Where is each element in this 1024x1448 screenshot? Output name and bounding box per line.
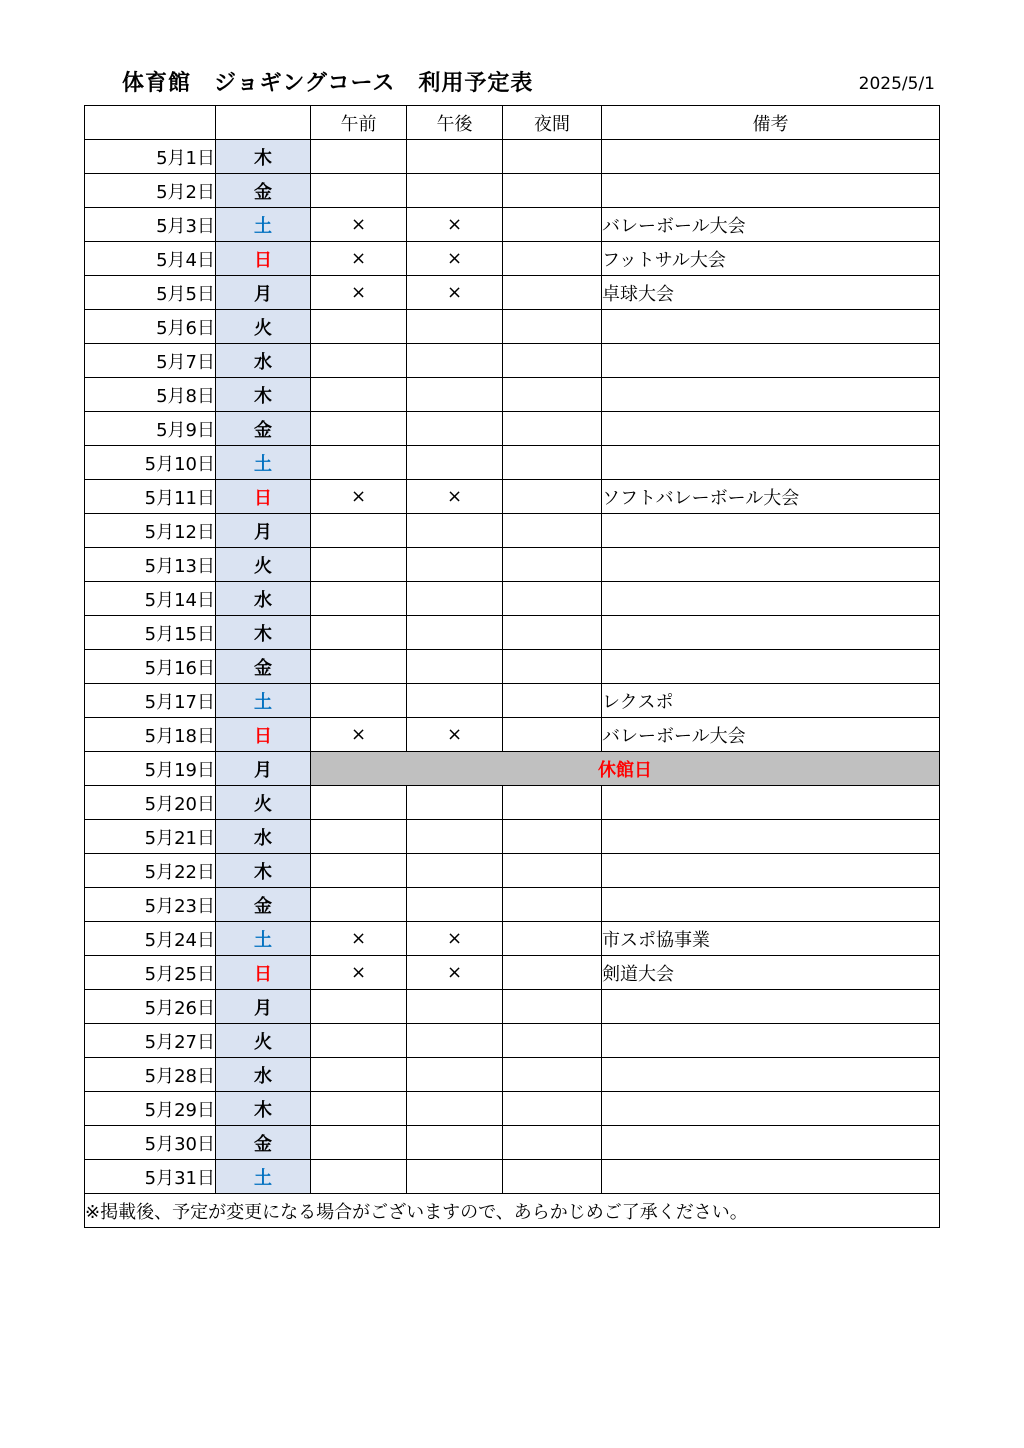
afternoon-cell — [407, 820, 503, 854]
afternoon-cell — [407, 548, 503, 582]
table-row — [85, 752, 940, 786]
night-cell — [503, 990, 602, 1024]
table-row — [85, 1058, 940, 1092]
night-cell — [503, 548, 602, 582]
weekday-cell: 火 — [216, 548, 311, 582]
morning-cell — [311, 310, 407, 344]
weekday-cell: 火 — [216, 786, 311, 820]
weekday-cell: 土 — [216, 922, 311, 956]
morning-cell — [311, 650, 407, 684]
table-row — [85, 310, 940, 344]
date-cell: 5月3日 — [85, 208, 216, 242]
footer-row — [85, 1194, 940, 1228]
weekday-cell: 木 — [216, 378, 311, 412]
morning-cell — [311, 1160, 407, 1194]
night-cell — [503, 616, 602, 650]
remarks-cell — [602, 786, 940, 820]
weekday-cell: 日 — [216, 242, 311, 276]
date-cell: 5月18日 — [85, 718, 216, 752]
night-cell — [503, 276, 602, 310]
weekday-cell: 土 — [216, 1160, 311, 1194]
weekday-cell: 日 — [216, 480, 311, 514]
night-cell — [503, 242, 602, 276]
morning-cell: × — [311, 480, 407, 514]
remarks-cell — [602, 1160, 940, 1194]
remarks-cell — [602, 582, 940, 616]
morning-cell — [311, 854, 407, 888]
afternoon-cell — [407, 990, 503, 1024]
table-row — [85, 174, 940, 208]
weekday-cell: 土 — [216, 208, 311, 242]
date-cell: 5月16日 — [85, 650, 216, 684]
remarks-cell — [602, 820, 940, 854]
table-row — [85, 616, 940, 650]
remarks-cell — [602, 888, 940, 922]
table-row — [85, 956, 940, 990]
weekday-cell: 金 — [216, 650, 311, 684]
night-cell — [503, 786, 602, 820]
morning-cell — [311, 412, 407, 446]
date-cell: 5月1日 — [85, 140, 216, 174]
morning-cell: × — [311, 922, 407, 956]
morning-cell — [311, 888, 407, 922]
remarks-cell — [602, 412, 940, 446]
header-remarks: 備考 — [602, 106, 940, 140]
weekday-cell: 土 — [216, 446, 311, 480]
date-cell: 5月7日 — [85, 344, 216, 378]
afternoon-cell — [407, 1160, 503, 1194]
table-row — [85, 922, 940, 956]
issue-date: 2025/5/1 — [858, 74, 935, 94]
night-cell — [503, 956, 602, 990]
morning-cell — [311, 446, 407, 480]
afternoon-cell — [407, 582, 503, 616]
weekday-cell: 金 — [216, 1126, 311, 1160]
remarks-cell: バレーボール大会 — [602, 208, 940, 242]
remarks-cell — [602, 616, 940, 650]
afternoon-cell — [407, 854, 503, 888]
remarks-cell — [602, 650, 940, 684]
morning-cell — [311, 1058, 407, 1092]
header-night: 夜間 — [503, 106, 602, 140]
afternoon-cell — [407, 786, 503, 820]
morning-cell — [311, 786, 407, 820]
morning-cell — [311, 1126, 407, 1160]
date-cell: 5月24日 — [85, 922, 216, 956]
night-cell — [503, 174, 602, 208]
afternoon-cell — [407, 446, 503, 480]
night-cell — [503, 446, 602, 480]
table-row — [85, 1160, 940, 1194]
date-cell: 5月23日 — [85, 888, 216, 922]
night-cell — [503, 140, 602, 174]
table-row — [85, 548, 940, 582]
header-date — [85, 106, 216, 140]
date-cell: 5月10日 — [85, 446, 216, 480]
afternoon-cell — [407, 310, 503, 344]
weekday-cell: 水 — [216, 820, 311, 854]
morning-cell: × — [311, 718, 407, 752]
date-cell: 5月5日 — [85, 276, 216, 310]
table-row — [85, 718, 940, 752]
morning-cell — [311, 582, 407, 616]
date-cell: 5月21日 — [85, 820, 216, 854]
date-cell: 5月22日 — [85, 854, 216, 888]
remarks-cell — [602, 1126, 940, 1160]
closed-day-cell: 休館日 — [311, 752, 940, 786]
table-row — [85, 242, 940, 276]
table-row — [85, 786, 940, 820]
afternoon-cell — [407, 888, 503, 922]
night-cell — [503, 650, 602, 684]
afternoon-cell — [407, 650, 503, 684]
afternoon-cell — [407, 174, 503, 208]
afternoon-cell — [407, 378, 503, 412]
page-title: 体育館 ジョギングコース 利用予定表 — [122, 71, 534, 96]
night-cell — [503, 412, 602, 446]
weekday-cell: 金 — [216, 888, 311, 922]
remarks-cell: フットサル大会 — [602, 242, 940, 276]
night-cell — [503, 718, 602, 752]
date-cell: 5月2日 — [85, 174, 216, 208]
remarks-cell — [602, 378, 940, 412]
night-cell — [503, 1160, 602, 1194]
remarks-cell: バレーボール大会 — [602, 718, 940, 752]
morning-cell — [311, 1092, 407, 1126]
weekday-cell: 火 — [216, 1024, 311, 1058]
remarks-cell: レクスポ — [602, 684, 940, 718]
table-row — [85, 684, 940, 718]
afternoon-cell: × — [407, 922, 503, 956]
date-cell: 5月28日 — [85, 1058, 216, 1092]
weekday-cell: 金 — [216, 174, 311, 208]
weekday-cell: 水 — [216, 344, 311, 378]
morning-cell — [311, 514, 407, 548]
weekday-cell: 金 — [216, 412, 311, 446]
afternoon-cell: × — [407, 480, 503, 514]
weekday-cell: 木 — [216, 1092, 311, 1126]
weekday-cell: 水 — [216, 1058, 311, 1092]
table-row — [85, 582, 940, 616]
weekday-cell: 月 — [216, 276, 311, 310]
afternoon-cell — [407, 140, 503, 174]
table-row — [85, 412, 940, 446]
afternoon-cell — [407, 1126, 503, 1160]
afternoon-cell: × — [407, 242, 503, 276]
table-row — [85, 276, 940, 310]
header-morning: 午前 — [311, 106, 407, 140]
remarks-cell — [602, 548, 940, 582]
afternoon-cell — [407, 1024, 503, 1058]
morning-cell — [311, 616, 407, 650]
night-cell — [503, 310, 602, 344]
remarks-cell — [602, 344, 940, 378]
afternoon-cell — [407, 616, 503, 650]
weekday-cell: 木 — [216, 616, 311, 650]
morning-cell — [311, 820, 407, 854]
morning-cell: × — [311, 208, 407, 242]
night-cell — [503, 480, 602, 514]
date-cell: 5月25日 — [85, 956, 216, 990]
night-cell — [503, 344, 602, 378]
table-row — [85, 1092, 940, 1126]
morning-cell: × — [311, 242, 407, 276]
night-cell — [503, 888, 602, 922]
night-cell — [503, 684, 602, 718]
morning-cell — [311, 174, 407, 208]
weekday-cell: 火 — [216, 310, 311, 344]
header-afternoon: 午後 — [407, 106, 503, 140]
date-cell: 5月12日 — [85, 514, 216, 548]
afternoon-cell: × — [407, 276, 503, 310]
weekday-cell: 木 — [216, 140, 311, 174]
date-cell: 5月11日 — [85, 480, 216, 514]
night-cell — [503, 820, 602, 854]
morning-cell — [311, 140, 407, 174]
remarks-cell — [602, 1024, 940, 1058]
weekday-cell: 日 — [216, 718, 311, 752]
remarks-cell: 剣道大会 — [602, 956, 940, 990]
afternoon-cell: × — [407, 718, 503, 752]
weekday-cell: 月 — [216, 990, 311, 1024]
night-cell — [503, 922, 602, 956]
table-row — [85, 990, 940, 1024]
weekday-cell: 月 — [216, 514, 311, 548]
date-cell: 5月15日 — [85, 616, 216, 650]
afternoon-cell — [407, 1092, 503, 1126]
remarks-cell — [602, 990, 940, 1024]
date-cell: 5月6日 — [85, 310, 216, 344]
footer-note: ※掲載後、予定が変更になる場合がございますので、あらかじめご了承ください。 — [85, 1194, 940, 1228]
remarks-cell: 市スポ協事業 — [602, 922, 940, 956]
night-cell — [503, 1092, 602, 1126]
date-cell: 5月9日 — [85, 412, 216, 446]
afternoon-cell — [407, 514, 503, 548]
table-row — [85, 514, 940, 548]
table-row — [85, 208, 940, 242]
afternoon-cell — [407, 344, 503, 378]
morning-cell: × — [311, 956, 407, 990]
morning-cell: × — [311, 276, 407, 310]
night-cell — [503, 1024, 602, 1058]
remarks-cell — [602, 174, 940, 208]
date-cell: 5月4日 — [85, 242, 216, 276]
night-cell — [503, 208, 602, 242]
remarks-cell — [602, 140, 940, 174]
night-cell — [503, 514, 602, 548]
remarks-cell — [602, 446, 940, 480]
morning-cell — [311, 378, 407, 412]
night-cell — [503, 1126, 602, 1160]
date-cell: 5月29日 — [85, 1092, 216, 1126]
remarks-cell — [602, 310, 940, 344]
table-row — [85, 820, 940, 854]
table-row — [85, 140, 940, 174]
date-cell: 5月14日 — [85, 582, 216, 616]
night-cell — [503, 854, 602, 888]
morning-cell — [311, 684, 407, 718]
table-header-row — [85, 106, 940, 140]
table-row — [85, 854, 940, 888]
weekday-cell: 水 — [216, 582, 311, 616]
weekday-cell: 日 — [216, 956, 311, 990]
table-row — [85, 378, 940, 412]
afternoon-cell: × — [407, 208, 503, 242]
afternoon-cell: × — [407, 956, 503, 990]
table-row — [85, 446, 940, 480]
morning-cell — [311, 1024, 407, 1058]
date-cell: 5月17日 — [85, 684, 216, 718]
date-cell: 5月27日 — [85, 1024, 216, 1058]
morning-cell — [311, 990, 407, 1024]
schedule-body — [85, 140, 940, 1194]
table-row — [85, 1024, 940, 1058]
table-row — [85, 1126, 940, 1160]
date-cell: 5月31日 — [85, 1160, 216, 1194]
table-row — [85, 480, 940, 514]
date-cell: 5月30日 — [85, 1126, 216, 1160]
afternoon-cell — [407, 1058, 503, 1092]
morning-cell — [311, 548, 407, 582]
remarks-cell — [602, 854, 940, 888]
remarks-cell — [602, 1092, 940, 1126]
date-cell: 5月8日 — [85, 378, 216, 412]
weekday-cell: 土 — [216, 684, 311, 718]
remarks-cell — [602, 1058, 940, 1092]
table-row — [85, 888, 940, 922]
remarks-cell: 卓球大会 — [602, 276, 940, 310]
night-cell — [503, 1058, 602, 1092]
table-row — [85, 650, 940, 684]
table-row — [85, 344, 940, 378]
date-cell: 5月20日 — [85, 786, 216, 820]
date-cell: 5月19日 — [85, 752, 216, 786]
remarks-cell — [602, 514, 940, 548]
afternoon-cell — [407, 684, 503, 718]
morning-cell — [311, 344, 407, 378]
night-cell — [503, 378, 602, 412]
night-cell — [503, 582, 602, 616]
date-cell: 5月13日 — [85, 548, 216, 582]
remarks-cell: ソフトバレーボール大会 — [602, 480, 940, 514]
weekday-cell: 木 — [216, 854, 311, 888]
afternoon-cell — [407, 412, 503, 446]
schedule-table — [84, 105, 940, 1228]
weekday-cell: 月 — [216, 752, 311, 786]
header-weekday — [216, 106, 311, 140]
date-cell: 5月26日 — [85, 990, 216, 1024]
